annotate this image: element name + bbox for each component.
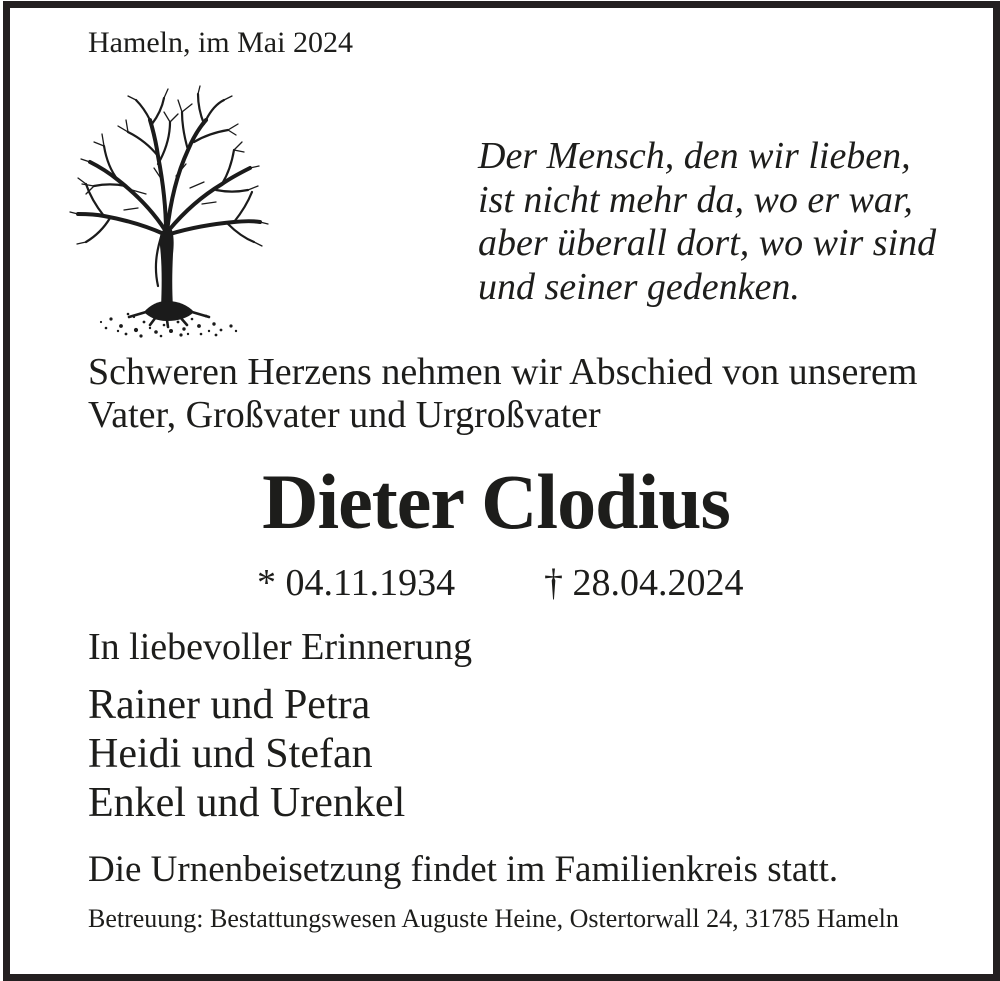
family-line: Rainer und Petra: [88, 682, 371, 728]
tree-icon: [66, 84, 271, 339]
deceased-name: Dieter Clodius: [262, 458, 730, 545]
ceremony-note: Die Urnenbeisetzung findet im Familienkreis statt.: [88, 849, 839, 890]
farewell-line: Vater, Großvater und Urgroßvater: [88, 394, 601, 436]
poem-line: Der Mensch, den wir lieben,: [478, 135, 911, 177]
farewell-line: Schweren Herzens nehmen wir Abschied von unserem: [88, 351, 918, 393]
family-line: Heidi und Stefan: [88, 731, 373, 777]
poem-line: aber überall dort, wo wir sind: [478, 222, 937, 264]
death-date: [544, 564, 744, 602]
birth-date: [257, 564, 455, 602]
funeral-home-note: Betreuung: Bestattungswesen Auguste Heine, Ostertorwall 24, 31785 Hameln: [88, 904, 899, 933]
death-cross-symbol: †: [544, 562, 563, 604]
death-date-value: 28.04.2024: [572, 562, 744, 604]
poem-line: ist nicht mehr da, wo er war,: [478, 178, 913, 221]
farewell-text: [88, 351, 917, 437]
family-line: Enkel und Urenkel: [88, 780, 406, 826]
mourning-intro: In liebevoller Erinnerung: [88, 626, 473, 668]
memorial-poem: [478, 135, 936, 309]
poem-line: und seiner gedenken.: [478, 265, 800, 308]
dateline: Hameln, im Mai 2024: [88, 26, 353, 59]
birth-date-value: 04.11.1934: [285, 562, 456, 604]
birth-star-symbol: *: [257, 562, 276, 604]
family-names: [88, 681, 405, 828]
